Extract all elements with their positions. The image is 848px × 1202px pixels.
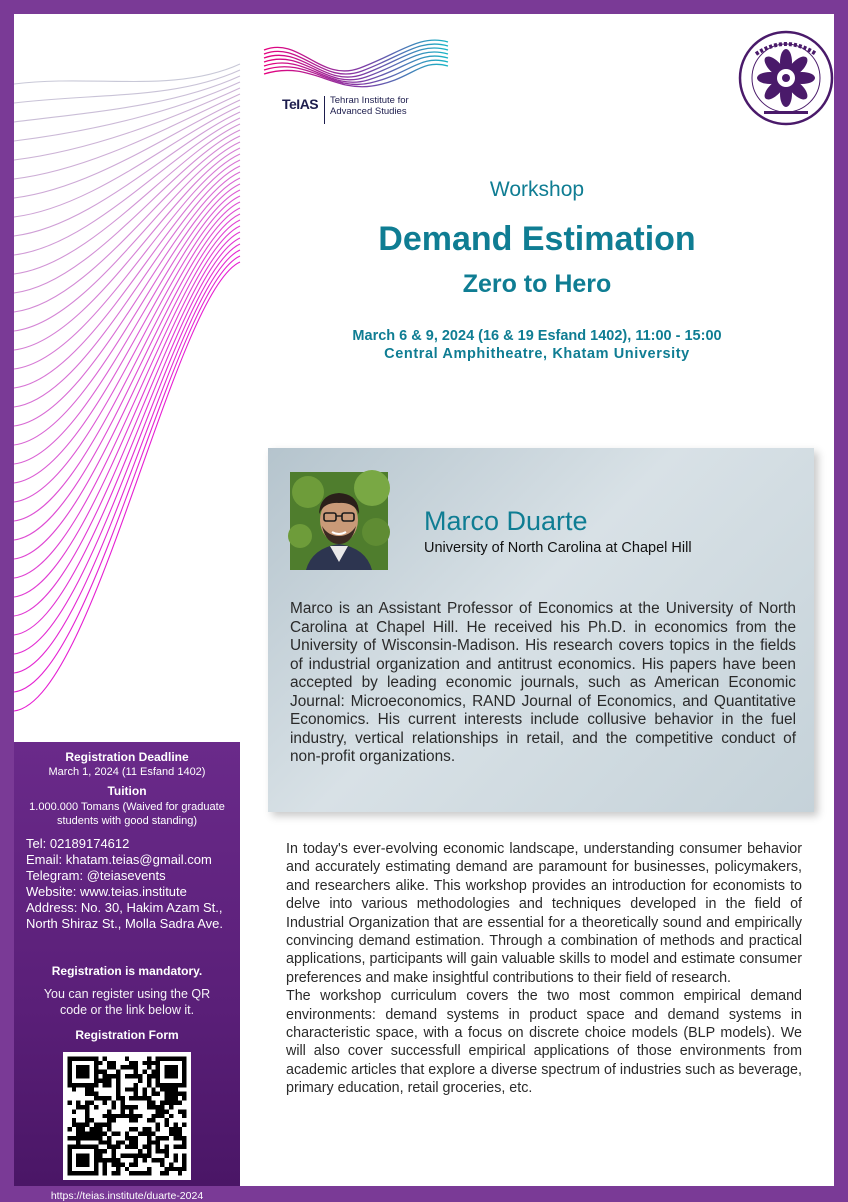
registration-form-title: Registration Form [75,1028,179,1042]
event-subtitle: Zero to Hero [462,270,612,298]
tuition-title: Tuition [107,784,147,798]
sidebar [14,14,240,1202]
decorative-curve [14,256,240,692]
contact-telegram[interactable]: Telegram: @teiasevents [26,868,166,883]
decorative-curve [14,100,240,198]
registration-panel [14,742,240,1202]
decorative-curve [14,184,240,464]
contact-address-2: North Shiraz St., Molla Sadra Ave. [26,916,224,931]
event-venue: Central Amphitheatre, Khatam University [384,346,690,362]
poster [14,14,834,1202]
event-title: Demand Estimation [378,220,696,258]
deadline-title: Registration Deadline [65,750,189,764]
decorative-curve [14,166,240,407]
speaker-name: Marco Duarte [424,506,588,536]
contact-address-1: Address: No. 30, Hakim Azam St., [26,900,223,915]
event-label: Workshop [489,178,585,201]
decorative-curve [14,262,240,711]
teias-name-line1: Tehran Institute for [330,95,409,106]
speaker-card [268,448,814,812]
teias-logo [260,28,450,128]
event-date: March 6 & 9, 2024 (16 & 19 Esfand 1402), 11:00 - 15:00 [352,328,722,344]
registration-link[interactable]: https://teias.institute/duarte-2024 [50,1190,204,1202]
decorative-curve [14,64,240,84]
speaker-affiliation: University of North Carolina at Chapel Hill [424,540,692,556]
decorative-curve [14,232,240,616]
qr-code[interactable] [63,1052,191,1180]
contact-list [26,836,223,932]
contact-tel: Tel: 02189174612 [26,836,130,851]
teias-abbr: TeIAS [282,96,319,112]
logo-divider [324,96,325,124]
contact-email[interactable]: Email: khatam.teias@gmail.com [26,852,212,867]
decorative-lines [14,14,240,744]
decorative-curve [14,226,240,597]
speaker-bio: Marco is an Assistant Professor of Economics at the University of North Carolina at Chapel Hill. He received his Ph.D. in economics from the University of Wisconsin-Madison. His research covers topics in the fields of industrial organization and antitrust economics. His papers have been accepted by leading economic journals, such as American Economic Journal: Microeconomics, RAND Journal of Economics, and Quantitative Economics. His current interests include collusive behavior in the fuel industry, vertical relationships in retail, and the competitive conduct of non-profit organizations. [290,600,796,765]
mandatory-notice: Registration is mandatory. [51,964,203,978]
deadline-date: March 1, 2024 (11 Esfand 1402) [48,766,206,778]
khatam-university-seal-icon [738,30,834,126]
qr-code-icon [63,1052,191,1180]
decorative-curve [14,112,240,236]
teias-name-line2: Advanced Studies [330,106,407,117]
workshop-description [286,840,802,1098]
main-content [240,14,834,1186]
contact-website[interactable]: Website: www.teias.institute [26,884,187,899]
decorative-curve [14,76,240,122]
decorative-curve [14,220,240,578]
register-hint: You can register using the QR code or the link below it. [43,987,211,1017]
teias-wave-icon [260,28,450,92]
description-paragraph-1: In today's ever-evolving economic landscape, understanding consumer behavior and accurately estimating demand are paramount for businesses, policymakers, and researchers alike. This workshop provides an introduction for economists to delve into various methodologies and techniques developed in the field of Industrial Organization that are essential for a theoretically sound and empirically convincing demand estimation. Through a combination of methods and practical applications, participants will gain valuable skills to model and estimate consumer preferences and make insightful contributions to their field of research. [286,841,802,986]
description-paragraph-2: The workshop curriculum covers the two most common empirical demand environments: demand systems in product space and demand systems in characteristic space, with a focus on discrete choice models (BLP models). We will also cover successfull empirical applications of those environments from academic articles that explore a diverse spectrum of industries such as beverage, primary education, retail groceries, etc. [286,988,802,1097]
decorative-curve [14,190,240,483]
speaker-photo [290,472,388,570]
teias-full-name [330,95,450,117]
decorative-curve [14,82,240,141]
tuition-text: 1.000.000 Tomans (Waived for graduate students with good standing) [29,801,225,827]
